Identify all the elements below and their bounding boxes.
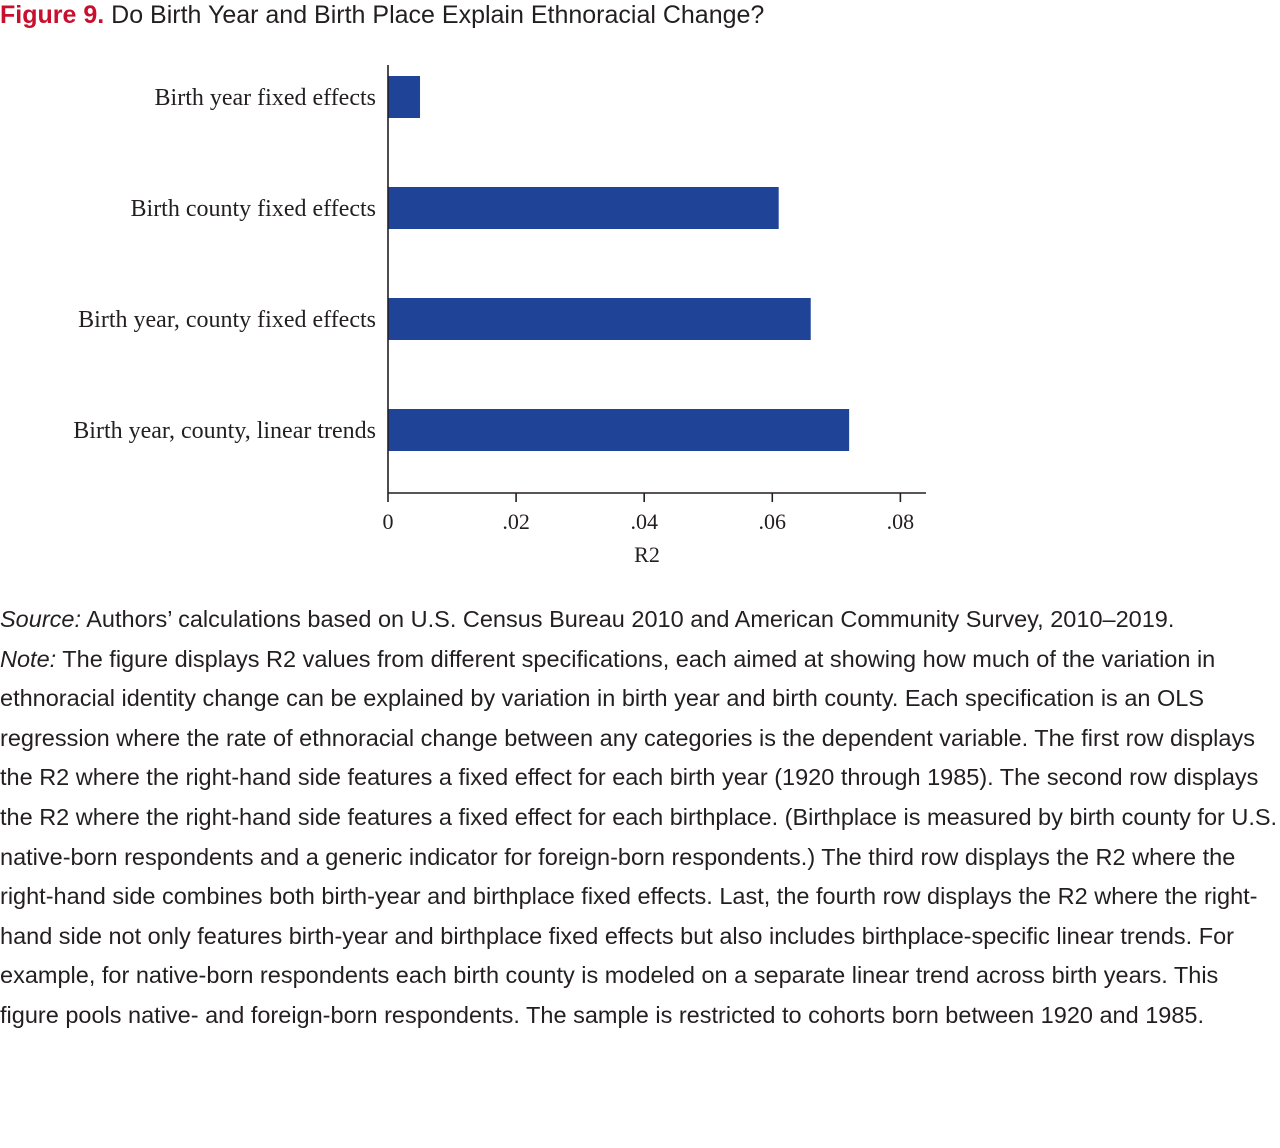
source-note: [0, 600, 1280, 640]
x-tick-label: 0: [382, 509, 394, 534]
bar-4: [388, 409, 849, 451]
figure-title: [0, 0, 764, 30]
bars-group: [388, 76, 849, 451]
bar-1: [388, 76, 420, 118]
category-labels: [73, 85, 376, 444]
figure-title-text: Do Birth Year and Birth Place Explain Ethnoracial Change?: [111, 1, 765, 29]
figure-label: Figure 9.: [0, 1, 105, 29]
bar-chart: [0, 50, 940, 580]
bar-2: [388, 187, 779, 229]
bar-3: [388, 298, 811, 340]
x-tick-label: .02: [502, 509, 530, 534]
note-label: Note:: [0, 645, 57, 672]
note-text: The figure displays R2 values from different specifications, each aimed at showing how much of the variation in ethnoracial identity change can be explained by variation in birth year and birth county. Each specification is an OLS regression where the rate of ethnoracial change between any categories is the dependent variable. The first row displays the R2 where the right-hand side features a fixed effect for each birth year (1920 through 1985). The second row displays the R2 where the right-hand side features a fixed effect for each birthplace. (Birthplace is measured by birth county for U.S. native-born respondents and a generic indicator for foreign-born respondents.) The third row displays the R2 where the right-hand side combines both birth-year and birthplace fixed effects. Last, the fourth row displays the R2 where the right-hand side not only features birth-year and birthplace fixed effects but also includes birthplace-specific linear trends. For example, for native-born respondents each birth county is modeled on a separate linear trend across birth years. This figure pools native- and foreign-born respondents. The sample is restricted to cohorts born between 1920 and 1985.: [0, 645, 1278, 1028]
category-label-1: Birth year fixed effects: [154, 85, 376, 111]
x-tick-label: .08: [886, 509, 915, 534]
source-label: Source:: [0, 606, 81, 632]
note-paragraph: [0, 640, 1280, 1036]
x-tick-label: .04: [630, 509, 658, 534]
category-label-2: Birth county fixed effects: [130, 196, 376, 222]
source-text: Authors’ calculations based on U.S. Census Bureau 2010 and American Community Survey, 2010–2019.: [86, 606, 1175, 632]
x-axis-label: R2: [634, 542, 660, 567]
x-ticks: [383, 493, 915, 534]
x-tick-label: .06: [758, 509, 787, 534]
category-label-3: Birth year, county fixed effects: [78, 307, 376, 333]
category-label-4: Birth year, county, linear trends: [73, 418, 376, 444]
figure-caption: [0, 600, 1280, 1036]
